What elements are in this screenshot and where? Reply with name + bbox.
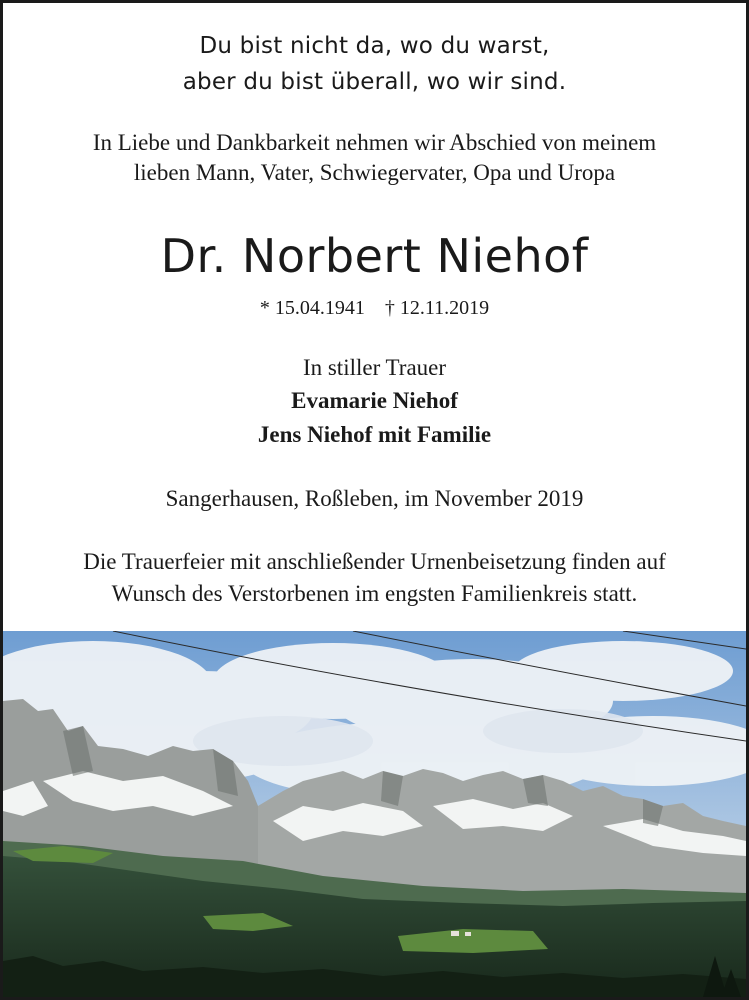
funeral-note-line-1: Die Trauerfeier mit anschließender Urnenbeisetzung finden auf bbox=[83, 549, 666, 574]
place-and-date: Sangerhausen, Roßleben, im November 2019 bbox=[165, 486, 584, 511]
deceased-name: Dr. Norbert Niehof bbox=[160, 229, 589, 283]
mourner-name-1: Evamarie Niehof bbox=[291, 388, 458, 413]
mountain-landscape-photo bbox=[3, 631, 746, 997]
notice-text-block bbox=[3, 3, 746, 631]
mourning-heading: In stiller Trauer bbox=[302, 355, 447, 380]
quote-line-1: Du bist nicht da, wo du warst, bbox=[199, 33, 550, 59]
mourner-name-2: Jens Niehof mit Familie bbox=[257, 422, 492, 447]
quote-line-2: aber du bist überall, wo wir sind. bbox=[182, 69, 567, 95]
life-dates: * 15.04.1941 † 12.11.2019 bbox=[259, 297, 490, 319]
intro-line-2: lieben Mann, Vater, Schwiegervater, Opa und Uropa bbox=[133, 160, 616, 185]
funeral-note-line-2: Wunsch des Verstorbenen im engsten Familienkreis statt. bbox=[111, 581, 638, 606]
intro-line-1: In Liebe und Dankbarkeit nehmen wir Abschied von meinem bbox=[92, 130, 657, 155]
